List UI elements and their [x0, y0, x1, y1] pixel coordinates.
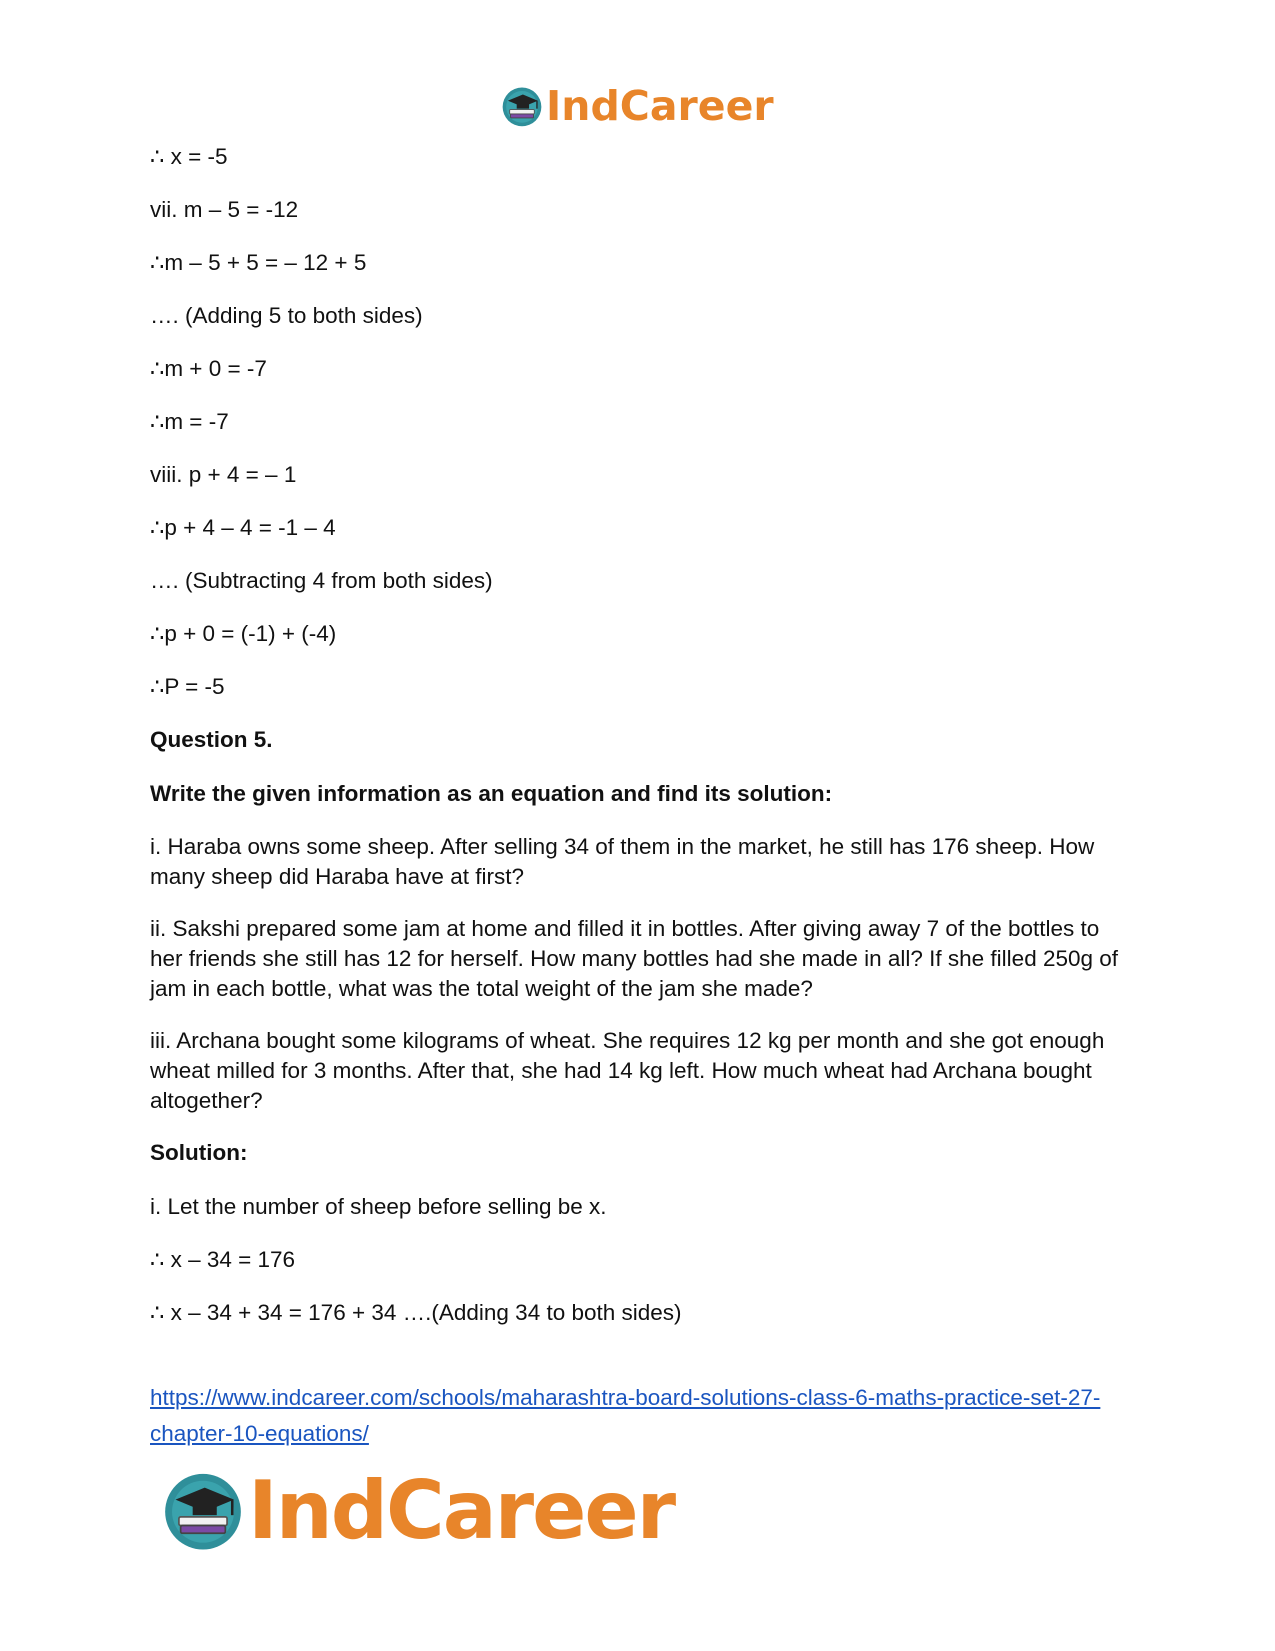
question-item: i. Haraba owns some sheep. After selling 34 of them in the market, he still has 176 sheep. How many sheep did Haraba have at first? — [150, 834, 1101, 889]
equation-line: …. (Subtracting 4 from both sides) — [150, 568, 493, 593]
solution-line: ∴ x – 34 = 176 — [150, 1247, 296, 1272]
question-item: ii. Sakshi prepared some jam at home and filled it in bottles. After giving away 7 of the bottles to her friends she still has 12 for herself. How many bottles had she made in all? If she filled 250g of jam in each bottle, what was the total weight of the jam she made? — [150, 916, 1125, 1001]
equation-line: …. (Adding 5 to both sides) — [150, 303, 423, 328]
footer-brand-name: IndCareer — [248, 1463, 675, 1557]
equation-line: vii. m – 5 = -12 — [150, 197, 299, 222]
header-logo — [500, 78, 774, 134]
solution-heading: Solution: — [150, 1140, 248, 1165]
header-brand-name: IndCareer — [546, 82, 774, 130]
equation-line: ∴P = -5 — [150, 674, 225, 699]
equation-line: ∴ x = -5 — [150, 144, 228, 169]
graduation-cap-book-globe-icon — [160, 1467, 246, 1553]
equation-line: ∴p + 0 = (-1) + (-4) — [150, 621, 337, 646]
question-prompt: Write the given information as an equation and find its solution: — [150, 781, 833, 806]
equation-line: viii. p + 4 = – 1 — [150, 462, 297, 487]
equation-line: ∴p + 4 – 4 = -1 – 4 — [150, 515, 336, 540]
footer-logo — [160, 1460, 674, 1560]
equation-line: ∴m + 0 = -7 — [150, 356, 267, 381]
question-heading: Question 5. — [150, 727, 273, 752]
graduation-cap-book-globe-icon — [500, 84, 544, 128]
question-item: iii. Archana bought some kilograms of wheat. She requires 12 kg per month and she got enough wheat milled for 3 months. After that, she had 14 kg left. How much wheat had Archana bought altogether? — [150, 1028, 1111, 1113]
equation-line: ∴m = -7 — [150, 409, 229, 434]
solution-line: i. Let the number of sheep before selling be x. — [150, 1194, 607, 1219]
solution-line: ∴ x – 34 + 34 = 176 + 34 ….(Adding 34 to both sides) — [150, 1300, 682, 1325]
source-link[interactable]: https://www.indcareer.com/schools/maharashtra-board-solutions-class-6-maths-practice-set-27-chapter-10-equations/ — [150, 1385, 1101, 1446]
equation-line: ∴m – 5 + 5 = – 12 + 5 — [150, 250, 367, 275]
